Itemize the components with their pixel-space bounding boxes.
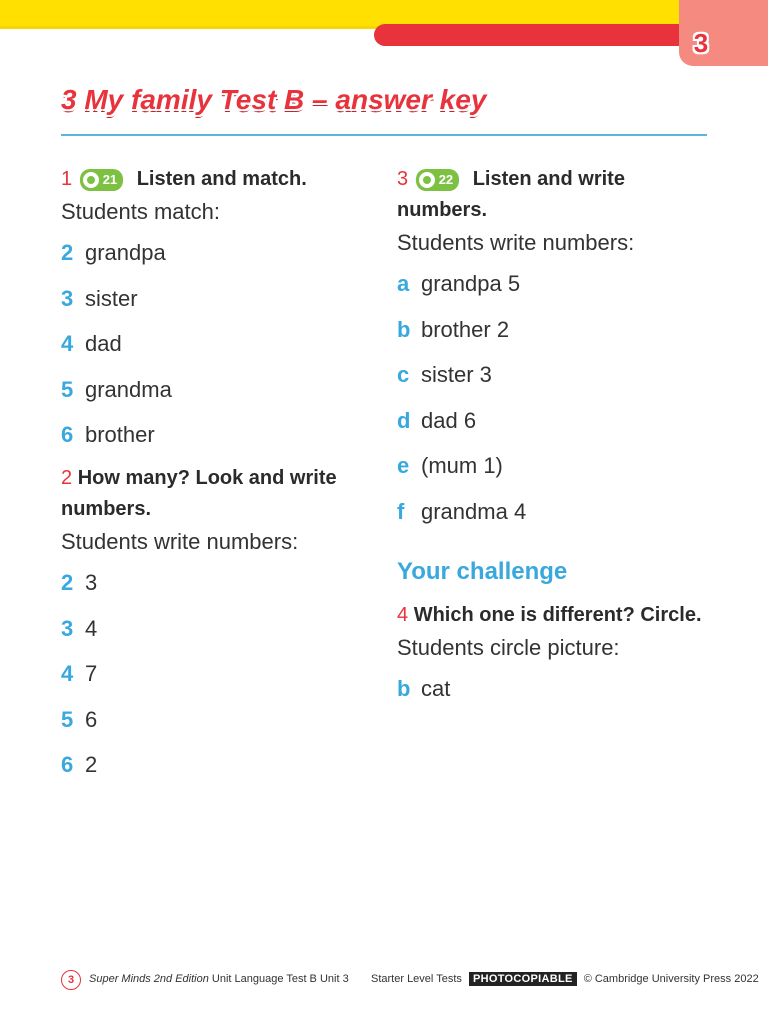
answer-key: 5 <box>61 376 74 402</box>
answer-item <box>61 324 381 370</box>
answer-item <box>61 654 381 700</box>
question-number: 2 <box>61 466 73 489</box>
unit-number-badge: 3 <box>693 28 709 58</box>
question-2-heading <box>61 463 381 525</box>
question-number: 4 <box>397 603 409 626</box>
answer-text: dad <box>85 331 122 357</box>
answer-key: 3 <box>61 285 74 311</box>
answer-key: 5 <box>61 706 74 732</box>
page-number-badge: 3 <box>61 970 81 990</box>
answer-item <box>61 745 381 791</box>
answer-key: b <box>397 675 411 701</box>
photocopiable-badge: PHOTOCOPIABLE <box>469 972 577 986</box>
answer-item <box>397 310 717 356</box>
answer-item <box>61 563 381 609</box>
test-name: Unit Language Test B Unit 3 <box>208 973 349 985</box>
answer-text: grandma 4 <box>421 498 527 524</box>
question-4-heading <box>397 600 717 631</box>
answer-text: 6 <box>85 706 98 732</box>
page-title: 3 My family Test B – answer key <box>61 84 487 115</box>
left-column <box>61 164 381 791</box>
answer-item <box>61 370 381 416</box>
question-number: 1 <box>61 168 73 190</box>
answer-key: 4 <box>61 661 74 687</box>
answer-list <box>397 264 717 538</box>
answer-item <box>61 233 381 279</box>
question-title: Listen and match. <box>136 168 307 190</box>
audio-track-badge <box>80 169 123 191</box>
question-instruction: Students circle picture: <box>397 634 620 660</box>
answer-item <box>61 415 381 461</box>
question-number: 3 <box>397 168 409 190</box>
question-instruction: Students match: <box>61 199 220 224</box>
answer-key: e <box>397 453 410 479</box>
answer-text: grandma <box>85 376 172 402</box>
answer-item <box>397 669 717 715</box>
challenge-heading: Your challenge <box>397 557 568 585</box>
track-number: 21 <box>102 172 118 188</box>
answer-text: grandpa <box>85 240 166 265</box>
answer-text: brother <box>85 422 155 448</box>
answer-text: 4 <box>85 615 98 641</box>
answer-list <box>397 669 717 715</box>
headphones-icon <box>83 172 99 188</box>
answer-key: d <box>397 407 411 433</box>
question-title: Which one is different? Circle. <box>413 603 702 626</box>
right-column <box>397 164 717 714</box>
answer-list <box>61 233 381 461</box>
answer-item <box>397 446 717 492</box>
answer-item <box>397 355 717 401</box>
book-title: Super Minds 2nd Edition <box>89 973 209 985</box>
level-label: Starter Level Tests <box>371 973 462 985</box>
question-3-heading <box>397 164 717 226</box>
answer-item <box>397 492 717 538</box>
answer-key: a <box>397 271 410 296</box>
answer-text: (mum 1) <box>421 453 503 479</box>
answer-text: 2 <box>85 752 98 778</box>
answer-text: sister <box>85 285 138 311</box>
audio-track-badge <box>416 169 459 191</box>
question-1-heading <box>61 164 381 195</box>
answer-text: cat <box>421 675 451 701</box>
headphones-icon <box>419 172 435 188</box>
header-red-band <box>374 24 694 46</box>
footer-right-info <box>371 973 759 985</box>
footer-book-info <box>89 973 349 985</box>
answer-key: f <box>397 498 405 524</box>
page-footer <box>61 970 759 992</box>
header-yellow-band <box>0 0 768 26</box>
answer-list <box>61 563 381 791</box>
title-divider <box>61 134 707 136</box>
answer-text: brother 2 <box>421 316 510 342</box>
question-title: How many? Look and write numbers. <box>61 466 337 520</box>
answer-key: c <box>397 362 410 388</box>
answer-item <box>61 700 381 746</box>
answer-key: 4 <box>61 331 74 357</box>
answer-text: dad 6 <box>421 407 477 433</box>
answer-text: sister 3 <box>421 362 492 388</box>
answer-text: grandpa 5 <box>421 271 521 296</box>
question-title: Listen and write numbers. <box>397 168 625 221</box>
answer-item <box>397 264 717 310</box>
answer-key: b <box>397 316 411 342</box>
answer-item <box>397 401 717 447</box>
answer-key: 2 <box>61 240 74 265</box>
copyright-text: © Cambridge University Press 2022 <box>583 973 759 985</box>
answer-key: 6 <box>61 752 74 778</box>
answer-item <box>61 609 381 655</box>
question-instruction: Students write numbers: <box>61 528 299 554</box>
answer-item <box>61 279 381 325</box>
question-instruction: Students write numbers: <box>397 230 635 255</box>
answer-key: 6 <box>61 422 74 448</box>
answer-text: 3 <box>85 569 98 595</box>
answer-key: 2 <box>61 569 74 595</box>
answer-text: 7 <box>85 661 98 687</box>
track-number: 22 <box>438 172 454 188</box>
answer-key: 3 <box>61 615 74 641</box>
